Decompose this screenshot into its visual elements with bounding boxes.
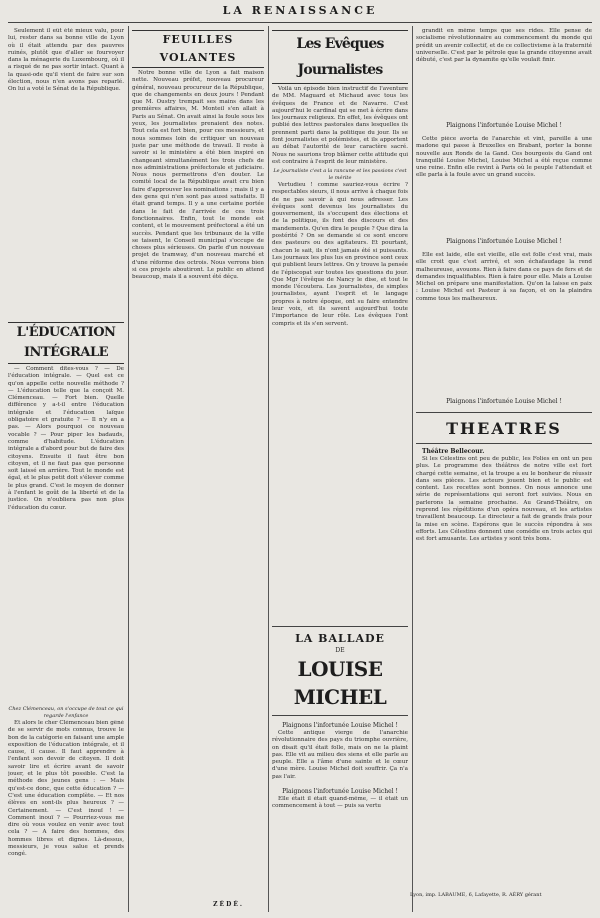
theatres-title: THEATRES [446, 419, 562, 438]
article-caption: Chez Clémenceau, on s'occupe de tout ce qui regarde l'enfance [8, 706, 124, 719]
section-rule [272, 626, 408, 627]
column-2 [132, 28, 264, 912]
ballad-refrain: Plaignons l'infortunée Louise Michel ! [282, 722, 398, 729]
eveques-quote: Le journaliste c'est a la rancune et les passions c'est le mérite [273, 168, 407, 181]
ballad-name: LOUISE MICHEL [293, 657, 387, 709]
eveques-body-continued: Vertudieu ! comme sauriez-vous écrire ? respectables sieurs, il nous arrive à chaque fois de ne pas savoir à qui nous adresser. Les évêques sont devenus les journalistes du gouvernement, ils s'occupent des élections et de la politique, ils font des discours et des mandements. Qu'en dira le peuple ? Que dira la postérité ? On se demande si ce sont encore des pasteurs ou des agitateurs. Et pourtant, chacun le sait, ils n'ont jamais été si puissants. Les journaux les plus lus en province sont ceux qui publient leurs lettres. On y trouve la pensée de l'épiscopat sur toutes les questions du jour. Que Mgr l'évêque de Nancy le dise, et tout le monde l'écoutera. Les journalistes, de simples journalistes, ayant l'esprit et le langage propres à notre époque, ont su faire entendre leur voix, et ils savent aujourd'hui toute l'importance de leur rôle. Les évêques l'ont compris et ils s'en servent. [272, 182, 408, 327]
section-rule [416, 412, 592, 413]
ballad-refrain: Plaignons l'infortunée Louise Michel ! [282, 788, 398, 795]
intro-text: Seulement il eût été mieux valu, pour lui, rester dans sa bonne ville de Lyon où il était attendu par des pauvres ruinés, plutôt que d'aller se fourvoyer dans la ménagerie du Luxembourg, où il a risqué de ne pas sortir intact. Quant à la quasi-ode qu'il vient de faire sur son élection, nous n'en avons pas reparlé. On lui a voté le Sénat de la République. [8, 28, 124, 93]
theatres-body: Si les Célestins ont peu de public, les Folies en ont un peu plus. Le programme des théâtres de notre ville est fort chargé cette semaine, et la troupe a eu le bonheur de réussir dans ses pièces. Les acteurs jouent bien et le public est content. Les recettes sont bonnes. On nous annonce une série de représentations qui seront fort suivies. Nous en parlerons la semaine prochaine. Au Grand-Théâtre, on reprend les répétitions d'un opéra nouveau, et les artistes travaillent beaucoup. Le directeur a fait de grands frais pour la mise en scène. Espérons que le succès répondra à ses efforts. Les Célestins donnent une comédie en trois actes qui est fort amusante. Les artistes y sont très bons. [416, 456, 592, 543]
section-rule [272, 715, 408, 716]
article-body: — Comment dites-vous ? — De l'éducation intégrale. — Quel est ce qu'on appelle cette nouvelle méthode ? — L'éducation telle que la conçoit M. Clémenceau. — Fort bien. Quelle différence y a-t-il entre l'éducation intégrale et l'éducation laïque obligatoire et gratuite ? — Il n'y en a pas. — Alors pourquoi ce nouveau vocable ? — Pour piper les badauds, comme d'habitude. L'éducation intégrale a d'abord pour but de faire des citoyens. Ensuite il faut être bon citoyen, et il ne faut pas que personne soit laissé en arrière. Tout le monde est égal, et le plus petit doit s'élever comme le plus grand. C'est le moyen de donner à l'enfant le goût de la liberté et de la justice. On n'oubliera pas non plus l'éducation du cœur. [8, 366, 124, 511]
ballad-continued-text: grandit en même temps que ses rides. Elle pense de socialisme révolutionnaire au commencement du monde qui prédit un avenir collectif, et de ce collectivisme à la fraternité universelle. C'est par le pétrole que la grande citoyenne avait débuté, c'est par la dynamite qu'elle voulait finir. [416, 28, 592, 64]
feuilles-volantes-signature: ZÉDÉ. [213, 901, 244, 908]
ballad-continued-text: Elle est laide, elle est vieille, elle est folle c'est vrai, mais elle croit que c'est arrivé, et son échafaudage la rend malheureuse, avouons. Rien à faire dans ce pays de fers et de demandes inqualifiables. Rien à faire pour elle. Mais a Louise Michel on prépare une manifestation. Qu'on la laisse en paix : Louise Michel est Pasteur à sa façon, et on la plaindra comme tous les malheureux. [416, 252, 592, 302]
ballad-de: DE [335, 647, 345, 654]
ballad-refrain: Plaignons l'infortunée Louise Michel ! [446, 238, 562, 245]
masthead-rule [8, 22, 592, 23]
ballad-continued-text: Cette pièce avorta de l'anarchie et vint, pareille à une madone qui passe à Bruxelles en Brabant, porter la bonne nouvelle aux Ronds de la Gand. Ces bourgeois du Gand ont tranquillé Louise Michel, Louise Michel a été reçue comme une reine. Enfin elle revint à Paris où le peuple l'attendait et elle parla à la foule avec un grand succès. [416, 136, 592, 179]
column-divider [412, 26, 413, 912]
feuilles-volantes-body: Notre bonne ville de Lyon a fait maison nette. Nouveau préfet, nouveau procureur général, nouveau procureur de la République, que de changements en deux jours ! Pendant que M. Oustry trempait ses mains dans les premières affaires, M. Monteil s'en allait à Paris au Sénat. On avait ainsi la foule sous les yeux, les journalistes prenaient des notes. Tout cela est fort bien, pour ces messieurs, et nous sommes loin de critiquer un nouveau juste par une méthode de travail. Il reste à savoir si le ministère a été bien inspiré en changeant simultanément les trois chefs de nos administrations préfectorale et judiciaire. Nous nous permettrons d'en douter. Le comité local de la République avait cru bien faire d'approuver les nominations ; mais il y a des gens qui n'en sont pas aussi satisfaits. Il était grand temps. Il y a une certaine portée dans le fait de l'arrivée de ces trois fonctionnaires. Enfin, tout le monde est content, et le mouvement préfectoral a été un succès. Pendant que les tribunaux de la ville se taisent, le Conseil municipal s'occupe de choses plus sérieuses. On parle d'un nouveau projet de tramway, d'un nouveau marché et d'une réforme des octrois. Nous verrons bien si ces projets aboutiront. Le public en attend beaucoup, mais il a souvent été déçu. [132, 70, 264, 281]
article-body-continued: Et alors le cher Clémenceau bien gêné de se servir de mots connus, trouve le bon de la catégorie en faisant une ample exposition de l'éducation intégrale, et il cause, il cause. Il faut apprendre à l'enfant son devoir de citoyen. Il doit savoir lire et écrire avant de savoir jouer, et le plus tôt possible. C'est la méthode des jeunes gens : — Mais qu'est-ce donc, que cette éducation ? — C'est une éducation complète. — Et nos élèves en sont-ils plus heureux ? — Certainement. — C'est inouï ! — Comment inouï ? — Pourriez-vous me dire où vous voulez en venir avec tout cela ? — A faire des hommes, des hommes libres et dignes. Là-dessus, messieurs, je vous salue et prends congé. [8, 720, 124, 858]
ballad-text-continued: Elle était il était quand-même, — il était un commencement à tout — puis sa vertu [272, 796, 408, 810]
ballad-title: LA BALLADE [295, 632, 385, 645]
eveques-body: Voilà un épisode bien instructif de l'aventure de MM. Maguard et Michaud avec tous les évêques de France et de Navarre. C'est aujourd'hui le cardinal qui se met à écrire dans les journaux religieux. En effet, les évêques ont publié des lettres pastorales dans lesquelles ils prennent parti dans la politique du jour. Ils se font journalistes et polémistes, et ils apportent au débat l'autorité de leur caractère sacré. Nous ne saurions trop blâmer cette attitude qui est contraire à l'esprit de leur ministère. [272, 86, 408, 165]
column-3 [272, 28, 408, 912]
column-divider [128, 26, 129, 912]
feuilles-volantes-title: FEUILLES VOLANTES [132, 30, 264, 68]
theatres-lead: Théâtre Bellecour. [422, 448, 485, 455]
column-divider [268, 26, 269, 912]
section-rule [416, 443, 592, 444]
ballad-refrain: Plaignons l'infortunée Louise Michel ! [446, 122, 562, 129]
printer-footer: Lyon, imp. LABAUME, 6, Lafayette, R. AÉRY gérant [410, 892, 542, 898]
ballad-refrain: Plaignons l'infortunée Louise Michel ! [446, 398, 562, 405]
article-title: L'ÉDUCATION INTÉGRALE [8, 322, 124, 364]
column-1 [8, 28, 124, 912]
eveques-title: Les Evêques Journalistes [272, 30, 408, 84]
masthead-title: LA RENAISSANCE [222, 4, 378, 17]
ballad-text: Cette antique vierge de l'anarchie révolutionnaire des pays du triomphe ouvrière, on disait qu'il était folle, mais on ne la plaint pas. Elle vit au milieu des siens et elle parle au peuple. Elle a l'âme d'une sainte et le cœur d'une mère. Louise Michel doit souffrir. Ça n'a pas l'air. [272, 730, 408, 780]
column-4 [416, 28, 592, 888]
